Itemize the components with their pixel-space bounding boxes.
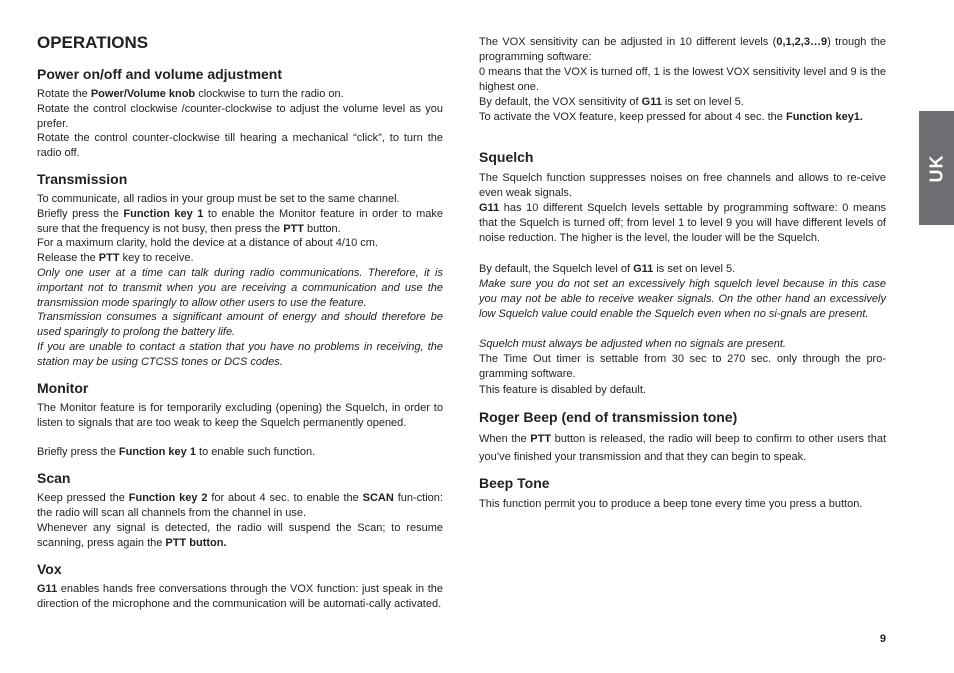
beep-heading: Beep Tone <box>479 475 550 491</box>
transmission-heading: Transmission <box>37 171 128 187</box>
monitor-p1: The Monitor feature is for temporarily excluding (opening) the Squelch, in order to listen to signals that are too weak to keep the Squelch permanently opened. <box>37 402 443 429</box>
vox-p2: The VOX sensitivity can be adjusted in 10 different levels (0,1,2,3…9) trough the programming software: <box>479 36 886 63</box>
transmission-note-3: If you are unable to contact a station that you have no problems in receiving, the station may be using CTCSS tones or DCS codes. <box>37 341 443 368</box>
monitor-p2: Briefly press the Function key 1 to enable such function. <box>37 446 316 458</box>
squelch-p2: G11 has 10 different Squelch levels settable by programming software: 0 means that the Squelch is turned off; from level 1 to level 9 you will have different levels of noise reduction. The higher is the level, the louder will be the Squelch. <box>479 202 886 244</box>
transmission-p3: For a maximum clarity, hold the device at a distance of about 4/10 cm. <box>37 237 378 249</box>
transmission-p1: To communicate, all radios in your group must be set to the same channel. <box>37 193 400 205</box>
squelch-p1: The Squelch function suppresses noises on free channels and allows to re-ceive even weak signals. <box>479 172 886 199</box>
vox-p1: G11 enables hands free conversations through the VOX function: just speak in the direction of the microphone and the communication will be automati-cally activated. <box>37 583 443 610</box>
language-tab <box>919 111 954 225</box>
scan-p1: Keep pressed the Function key 2 for about 4 sec. to enable the SCAN fun-ction: the radio will scan all channels from the channel in use. <box>37 492 443 519</box>
squelch-p3: By default, the Squelch level of G11 is set on level 5. <box>479 263 736 275</box>
squelch-p5: This feature is disabled by default. <box>479 384 646 396</box>
squelch-note-1: Make sure you do not set an excessively high squelch level because in this case you may not be able to receive weaker signals. On the other hand an excessively low Squelch value could enable the Squelch even when no si-gnals are present. <box>479 278 886 320</box>
power-p1: Rotate the Power/Volume knob clockwise to turn the radio on. <box>37 88 344 100</box>
vox-p4: By default, the VOX sensitivity of G11 is set on level 5. <box>479 96 744 108</box>
beep-p1: This function permit you to produce a beep tone every time you press a button. <box>479 498 863 510</box>
scan-p2: Whenever any signal is detected, the radio will suspend the Scan; to resume scanning, press again the PTT button. <box>37 522 443 549</box>
transmission-note-2: Transmission consumes a significant amount of energy and should therefore be used sparingly to prolong the battery life. <box>37 311 443 338</box>
transmission-note-1: Only one user at a time can talk during radio communications. Therefore, it is important not to transmit when you are receiving a communication and use the transmission mode sparingly to allow other users to use the feature. <box>37 267 443 309</box>
page-title: OPERATIONS <box>37 33 149 52</box>
vox-heading: Vox <box>37 561 62 577</box>
squelch-heading: Squelch <box>479 149 534 165</box>
power-heading: Power on/off and volume adjustment <box>37 66 283 82</box>
transmission-p2: Briefly press the Function key 1 to enable the Monitor feature in order to make sure that the frequency is not busy, then press the PTT button. <box>37 208 444 235</box>
power-p3: Rotate the control counter-clockwise till hearing a mechanical “click”, to turn the radio off. <box>37 132 443 159</box>
scan-heading: Scan <box>37 470 71 486</box>
page-number: 9 <box>879 633 886 645</box>
transmission-p4: Release the PTT key to receive. <box>37 252 194 264</box>
squelch-p4: The Time Out timer is settable from 30 sec to 270 sec. only through the pro-gramming software. <box>479 353 886 380</box>
vox-p5: To activate the VOX feature, keep pressed for about 4 sec. the Function key1. <box>479 111 863 123</box>
power-p2: Rotate the control clockwise /counter-clockwise to adjust the volume level as you prefer. <box>37 103 443 130</box>
vox-p3: 0 means that the VOX is turned off, 1 is the lowest VOX sensitivity level and 9 is the highest one. <box>479 66 887 93</box>
monitor-heading: Monitor <box>37 380 89 396</box>
language-tab-label: UK <box>926 154 946 182</box>
roger-heading: Roger Beep (end of transmission tone) <box>479 409 738 425</box>
roger-p1: When the PTT button is released, the radio will beep to confirm to other users that you’ve finished your transmission and that they can begin to speak. <box>479 433 887 463</box>
squelch-note-2: Squelch must always be adjusted when no signals are present. <box>479 338 786 350</box>
